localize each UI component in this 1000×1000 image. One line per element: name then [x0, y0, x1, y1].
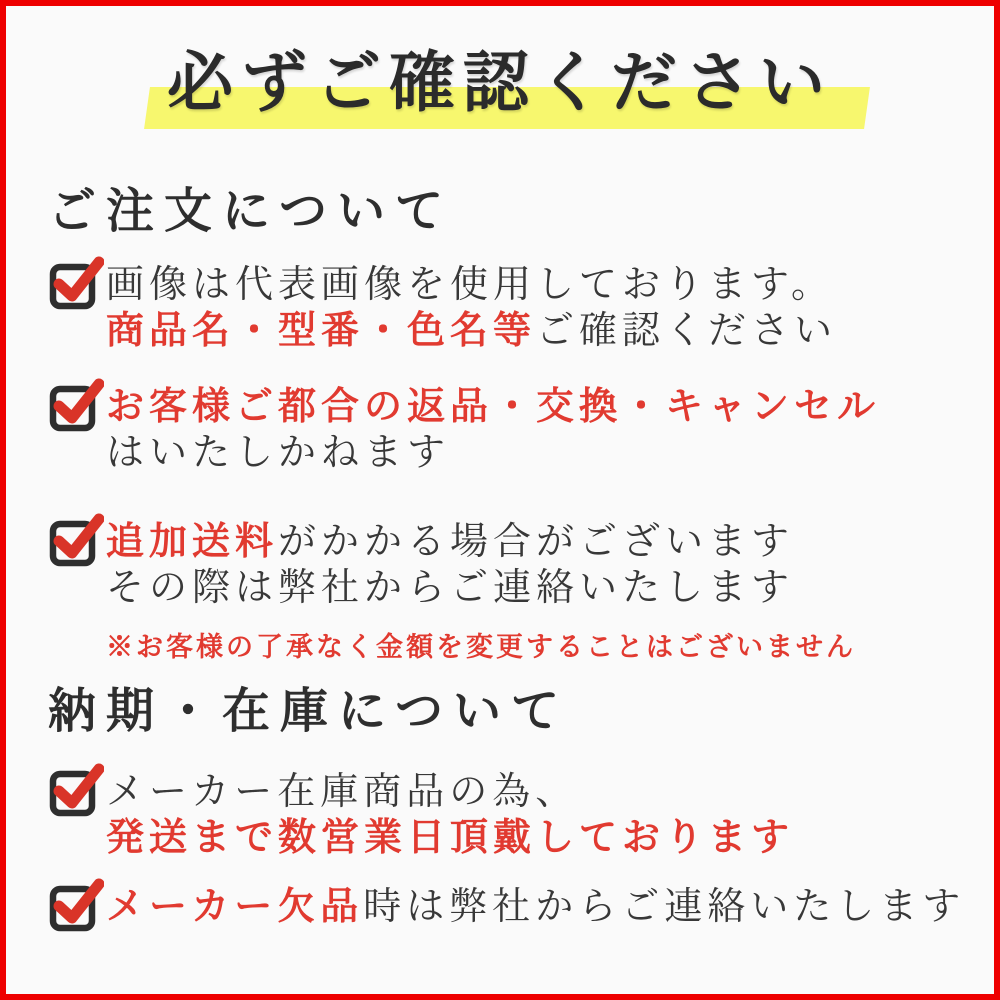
- item-line-text-red: 商品名・型番・色名等: [106, 310, 537, 352]
- checked-checkbox-icon: [48, 254, 104, 310]
- notice-item-maker-stock: [48, 769, 794, 861]
- checked-checkbox-icon: [48, 761, 104, 817]
- item-line: [106, 884, 965, 930]
- item-line: [106, 565, 794, 611]
- price-change-note: ※お客様の了承なく金額を変更することはございません: [106, 632, 856, 662]
- item-line: [106, 519, 794, 565]
- item-text: [106, 384, 880, 476]
- checked-checkbox-icon: [48, 876, 104, 932]
- item-line: [106, 769, 794, 815]
- page-title: 必ずご確認ください: [167, 47, 833, 120]
- item-line-text-red: メーカー欠品: [106, 886, 364, 928]
- item-text: [106, 884, 965, 930]
- checked-checkbox-icon: [48, 511, 104, 567]
- notice-item-representative-image: [48, 262, 837, 354]
- item-line-text-red: 発送まで数営業日頂戴しております: [106, 817, 795, 859]
- item-text: [106, 519, 794, 611]
- item-line-text-red: 追加送料: [106, 521, 279, 563]
- item-line: [106, 384, 880, 430]
- item-line-text: メーカー在庫商品の為、: [106, 771, 579, 813]
- title-block: [6, 6, 994, 156]
- item-line-text: ご確認ください: [536, 310, 838, 352]
- item-line: [106, 262, 837, 308]
- notice-item-maker-shortage: [48, 884, 965, 932]
- item-text: [106, 262, 837, 354]
- item-text: [106, 769, 794, 861]
- item-line-text: その際は弊社からご連絡いたします: [106, 567, 795, 609]
- notice-item-extra-shipping: [48, 519, 794, 611]
- item-line: [106, 308, 837, 354]
- section-heading-order: ご注文について: [48, 185, 454, 238]
- item-line-text: 時は弊社からご連絡いたします: [363, 886, 966, 928]
- notice-item-return-policy: [48, 384, 880, 476]
- item-line: [106, 430, 880, 476]
- item-line-text: はいたしかねます: [106, 432, 451, 474]
- item-line: [106, 815, 794, 861]
- item-line-text: 画像は代表画像を使用しております。: [106, 264, 834, 306]
- checked-checkbox-icon: [48, 376, 104, 432]
- section-heading-stock: 納期・在庫について: [48, 685, 570, 738]
- item-line-text-red: お客様ご都合の返品・交換・キャンセル: [106, 386, 881, 428]
- item-line-text: がかかる場合がございます: [278, 521, 795, 563]
